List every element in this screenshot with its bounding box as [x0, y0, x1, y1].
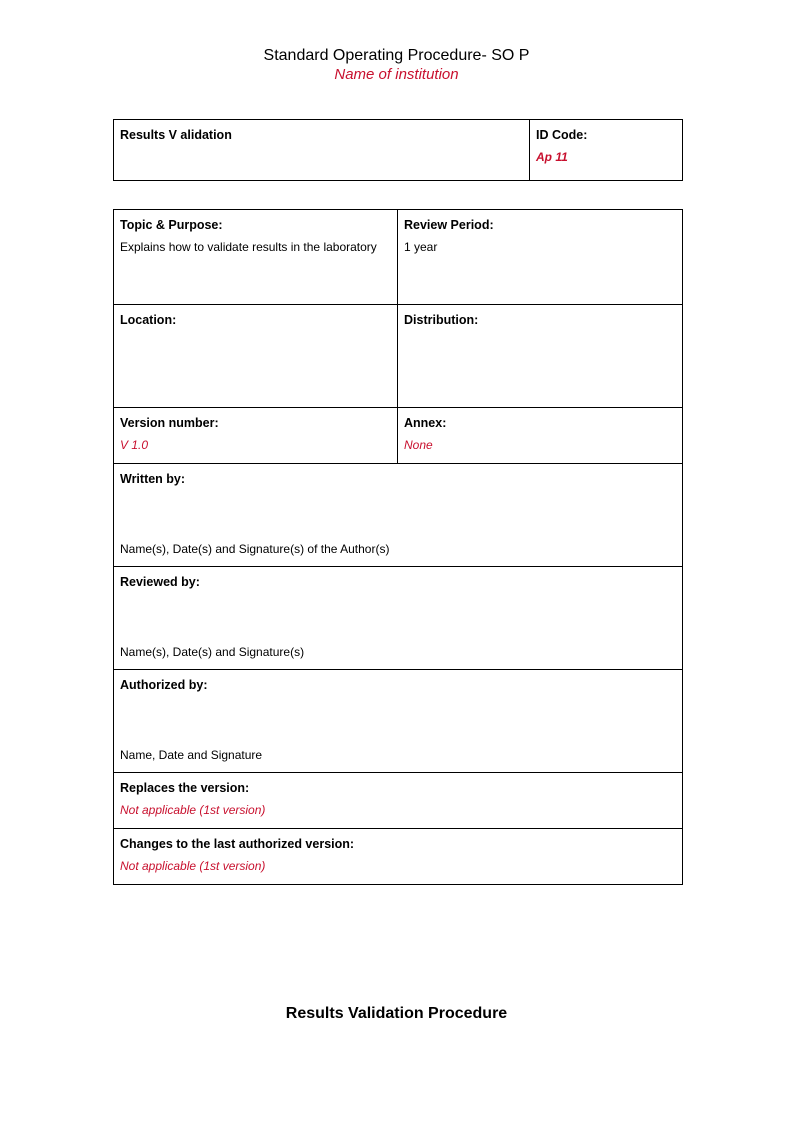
- procedure-name: Results V alidation: [120, 128, 232, 142]
- review-period-label: Review Period:: [404, 218, 494, 232]
- reviewed-by-cell: [114, 567, 683, 670]
- authorized-by-note: Name, Date and Signature: [120, 748, 263, 762]
- distribution-label: Distribution:: [404, 313, 479, 327]
- changes-cell: [114, 829, 683, 885]
- topic-value: Explains how to validate results in the laboratory: [120, 240, 377, 254]
- reviewed-by-label: Reviewed by:: [120, 575, 200, 589]
- distribution-cell: [398, 305, 683, 408]
- review-period-value: 1 year: [404, 240, 438, 254]
- location-cell: [114, 305, 398, 408]
- procedure-heading: Results Validation Procedure: [285, 1005, 508, 1022]
- topic-cell: [114, 210, 398, 305]
- changes-value: Not applicable (1st version): [120, 859, 266, 873]
- sop-form-table: [113, 209, 683, 885]
- id-code-value: Ap 11: [536, 150, 568, 164]
- replaces-version-label: Replaces the version:: [120, 781, 250, 795]
- written-by-cell: [114, 464, 683, 567]
- written-by-label: Written by:: [120, 472, 186, 486]
- changes-label: Changes to the last authorized version:: [120, 837, 355, 851]
- annex-label: Annex:: [404, 416, 447, 430]
- procedure-name-cell: [114, 120, 530, 181]
- id-table: [113, 119, 683, 181]
- annex-cell: [398, 408, 683, 464]
- reviewed-by-note: Name(s), Date(s) and Signature(s): [120, 645, 305, 659]
- id-code-label: ID Code:: [536, 128, 588, 142]
- authorized-by-cell: [114, 670, 683, 773]
- review-period-cell: [398, 210, 683, 305]
- version-label: Version number:: [120, 416, 219, 430]
- annex-value: None: [404, 438, 433, 452]
- topic-label: Topic & Purpose:: [120, 218, 223, 232]
- institution-name: Name of institution: [334, 66, 459, 83]
- id-code-cell: [530, 120, 683, 181]
- written-by-note: Name(s), Date(s) and Signature(s) of the Author(s): [120, 542, 390, 556]
- replaces-version-value: Not applicable (1st version): [120, 803, 266, 817]
- location-label: Location:: [120, 313, 177, 327]
- authorized-by-label: Authorized by:: [120, 678, 208, 692]
- replaces-version-cell: [114, 773, 683, 829]
- version-value: V 1.0: [120, 438, 149, 452]
- document-title: Standard Operating Procedure- SO P: [263, 47, 530, 64]
- version-cell: [114, 408, 398, 464]
